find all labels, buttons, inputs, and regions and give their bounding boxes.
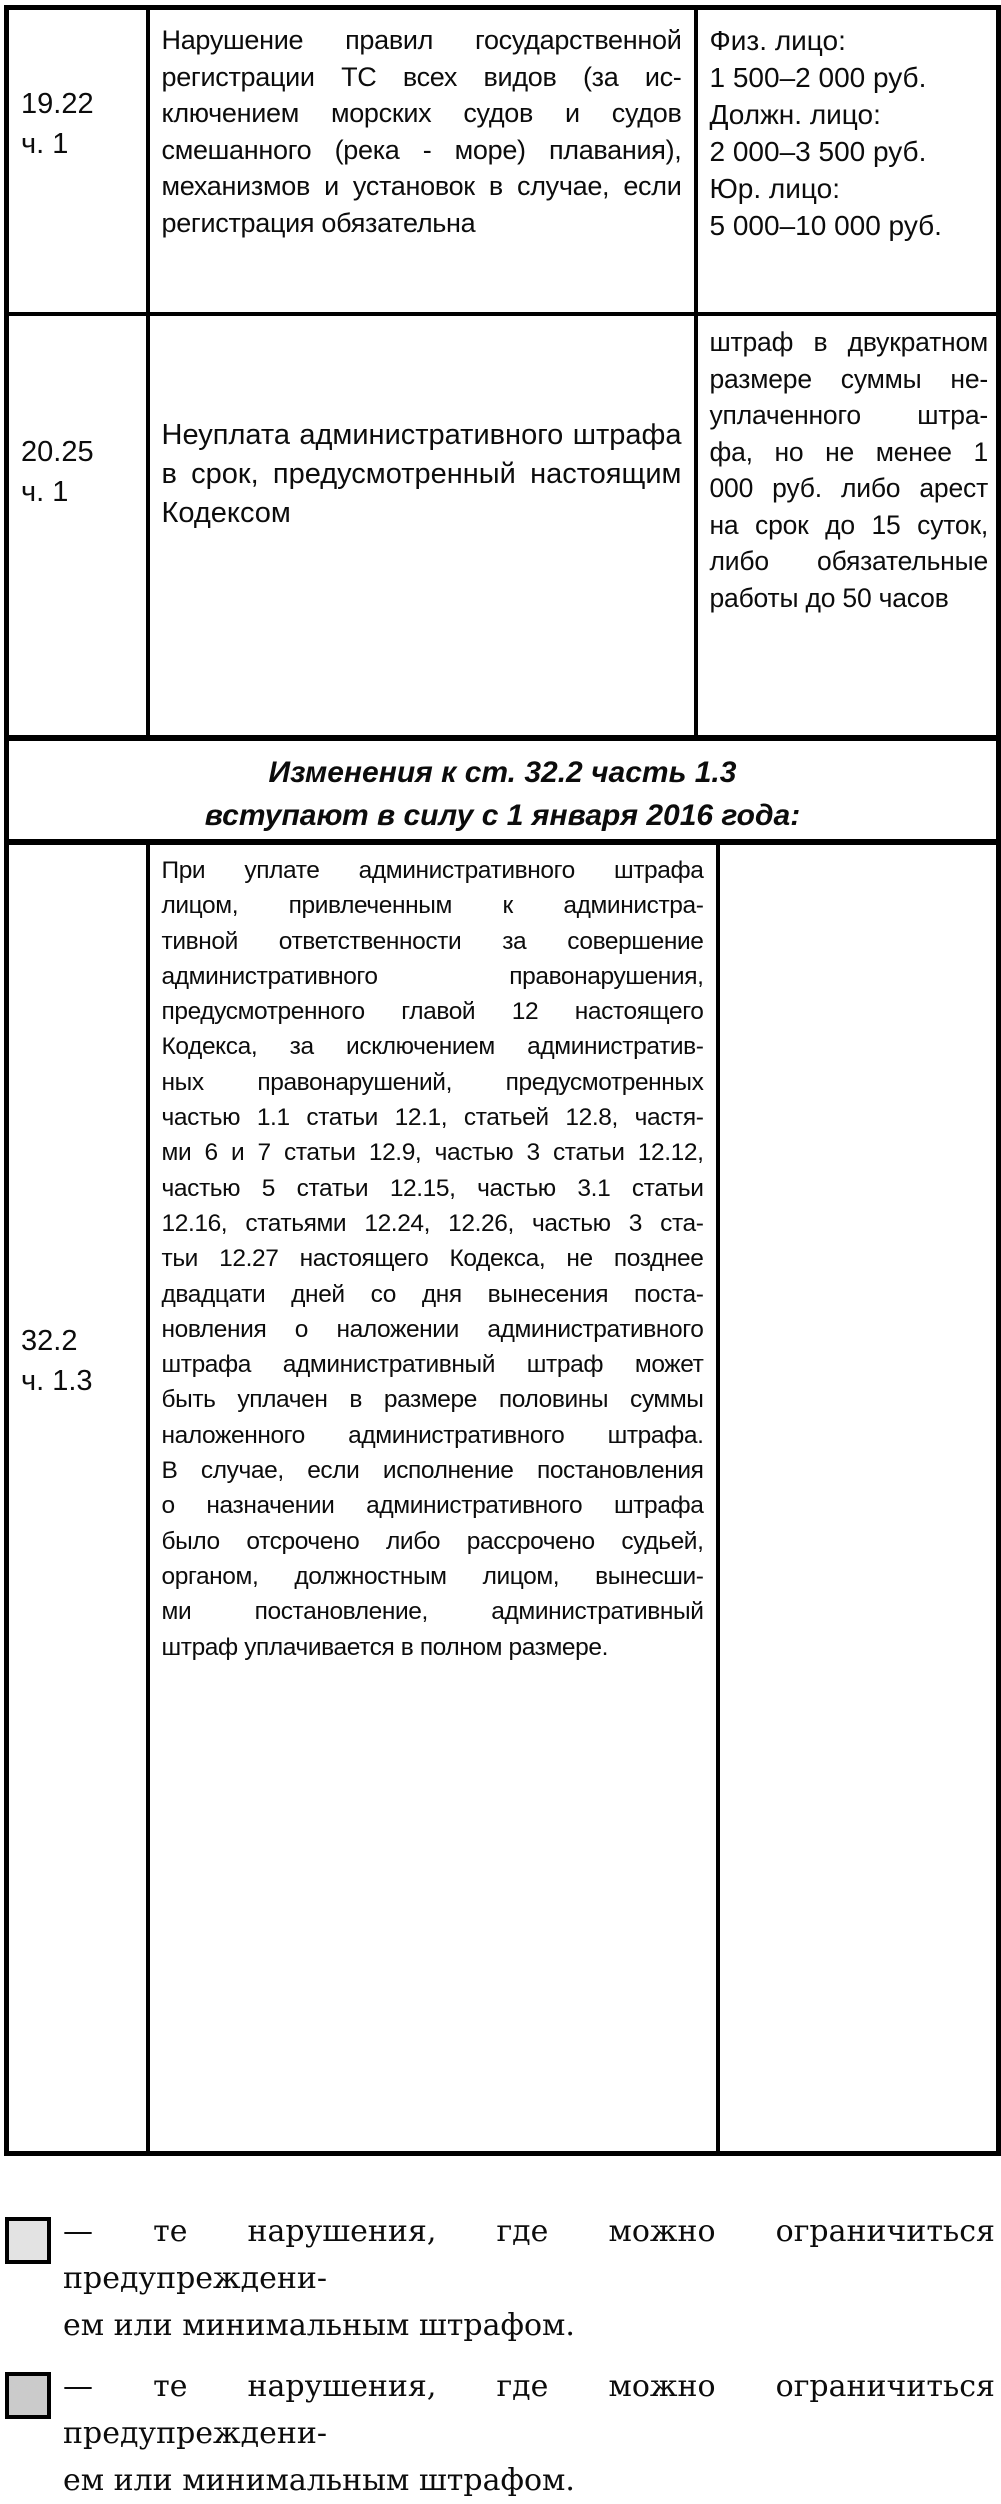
text-line: 1 500–2 000 руб. <box>709 62 927 93</box>
text-line: Кодекса, за исключением административ- <box>161 1033 704 1061</box>
text-line: тьи 12.27 настоящего Кодекса, не позднее <box>161 1245 704 1273</box>
text-line: 20.25 <box>21 436 94 468</box>
text-line: быть уплачен в размере половины суммы <box>161 1386 704 1414</box>
text-line: частью 1.1 статьи 12.1, статьей 12.8, частя- <box>161 1104 704 1132</box>
text-line: ч. 1.3 <box>21 1365 93 1397</box>
text-line: о назначении административного штрафа <box>161 1492 704 1520</box>
text-line: ми 6 и 7 статьи 12.9, частью 3 статьи 12.12, <box>161 1139 704 1167</box>
penalty-cell-empty <box>718 842 999 2154</box>
article-cell <box>7 842 148 2154</box>
text-line: наложенного административного штрафа. <box>161 1421 704 1449</box>
fines-table <box>4 5 1001 2156</box>
text-line: — те нарушения, где можно ограничиться предупреждени- <box>63 2369 995 2451</box>
text-line: При уплате административного штрафа <box>161 857 704 884</box>
table-row-20-25 <box>7 314 999 738</box>
text-line: Физ. лицо: <box>709 25 846 56</box>
text-line: ных правонарушений, предусмотренных <box>161 1068 704 1096</box>
legend-text <box>63 2363 995 2504</box>
text-line: 19.22 <box>21 88 94 120</box>
text-line: регистрация обязательна <box>161 207 476 238</box>
description-cell <box>148 8 696 315</box>
text-line: лицом, привлеченным к администра- <box>161 892 704 920</box>
text-line: Кодексом <box>161 497 291 529</box>
legend <box>5 2208 995 2504</box>
penalty-cell <box>696 314 999 738</box>
document-page <box>0 5 1000 2498</box>
text-line: Изменения к ст. 32.2 часть 1.3 <box>268 756 737 789</box>
text-line: новления о наложении административного <box>161 1315 704 1343</box>
text-line: было отсрочено либо рассрочено судьей, <box>161 1527 704 1555</box>
legend-swatch-dark-gray <box>5 2372 51 2419</box>
description-cell <box>148 314 696 738</box>
text-line: двадцати дней со дня вынесения поста- <box>161 1280 704 1308</box>
text-line: Должн. лицо: <box>709 99 881 130</box>
text-line: органом, должностным лицом, вынесши- <box>161 1562 704 1590</box>
text-line: предусмотренного главой 12 настоящего <box>161 998 704 1026</box>
text-line: 2 000–3 500 руб. <box>709 136 927 167</box>
text-line: частью 5 статьи 12.15, частью 3.1 статьи <box>161 1174 704 1202</box>
text-line: ем или минимальным штрафом. <box>63 2308 575 2343</box>
text-line: Неуплата административного штрафа <box>161 419 682 451</box>
section-header-row <box>7 738 999 842</box>
text-line: вступают в силу с 1 января 2016 года: <box>204 799 801 832</box>
text-line: регистрации ТС всех видов (за ис- <box>161 61 682 92</box>
legend-item-warning-dark <box>5 2363 995 2504</box>
text-line: 000 руб. либо арест <box>709 473 989 503</box>
text-line: ми постановление, административный <box>161 1598 704 1626</box>
text-line: ч. 1 <box>21 476 69 508</box>
text-line: 32.2 <box>21 1325 78 1357</box>
table-row-32-2 <box>7 842 999 2154</box>
text-line: ключением морских судов и судов <box>161 98 682 128</box>
text-line: штрафа административный штраф может <box>161 1351 704 1379</box>
text-line: в срок, предусмотренный настоящим <box>161 458 682 490</box>
text-line: фа, но не менее 1 <box>709 436 989 467</box>
text-line: размере суммы не- <box>709 363 989 394</box>
text-line: штраф в двукратном <box>709 327 989 357</box>
article-cell <box>7 8 148 315</box>
text-line: 5 000–10 000 руб. <box>709 210 942 241</box>
text-line: либо обязательные <box>709 546 989 576</box>
legend-text <box>63 2208 995 2349</box>
text-line: ч. 1 <box>21 128 69 160</box>
section-header <box>7 738 999 842</box>
penalty-cell <box>696 8 999 315</box>
article-cell <box>7 314 148 738</box>
text-line: — те нарушения, где можно ограничиться предупреждени- <box>63 2214 995 2296</box>
text-line: работы до 50 часов <box>709 582 949 613</box>
text-line: Нарушение правил государственной <box>161 25 682 55</box>
description-cell <box>148 842 718 2154</box>
text-line: ем или минимальным штрафом. <box>63 2463 575 2498</box>
text-line: Юр. лицо: <box>709 173 840 204</box>
text-line: штраф уплачивается в полном размере. <box>161 1633 609 1661</box>
legend-swatch-light-gray <box>5 2217 51 2264</box>
table-row-19-22 <box>7 8 999 315</box>
text-line: механизмов и установок в случае, если <box>161 171 682 201</box>
legend-item-warning-light <box>5 2208 995 2349</box>
text-line: смешанного (река - море) плавания), <box>161 134 682 165</box>
text-line: на срок до 15 суток, <box>709 509 989 540</box>
text-line: В случае, если исполнение постановления <box>161 1457 704 1485</box>
text-line: 12.16, статьями 12.24, 12.26, частью 3 ста- <box>161 1209 704 1237</box>
text-line: тивной ответственности за совершение <box>161 927 704 955</box>
text-line: уплаченного штра- <box>709 400 989 430</box>
text-line: административного правонарушения, <box>161 962 704 990</box>
